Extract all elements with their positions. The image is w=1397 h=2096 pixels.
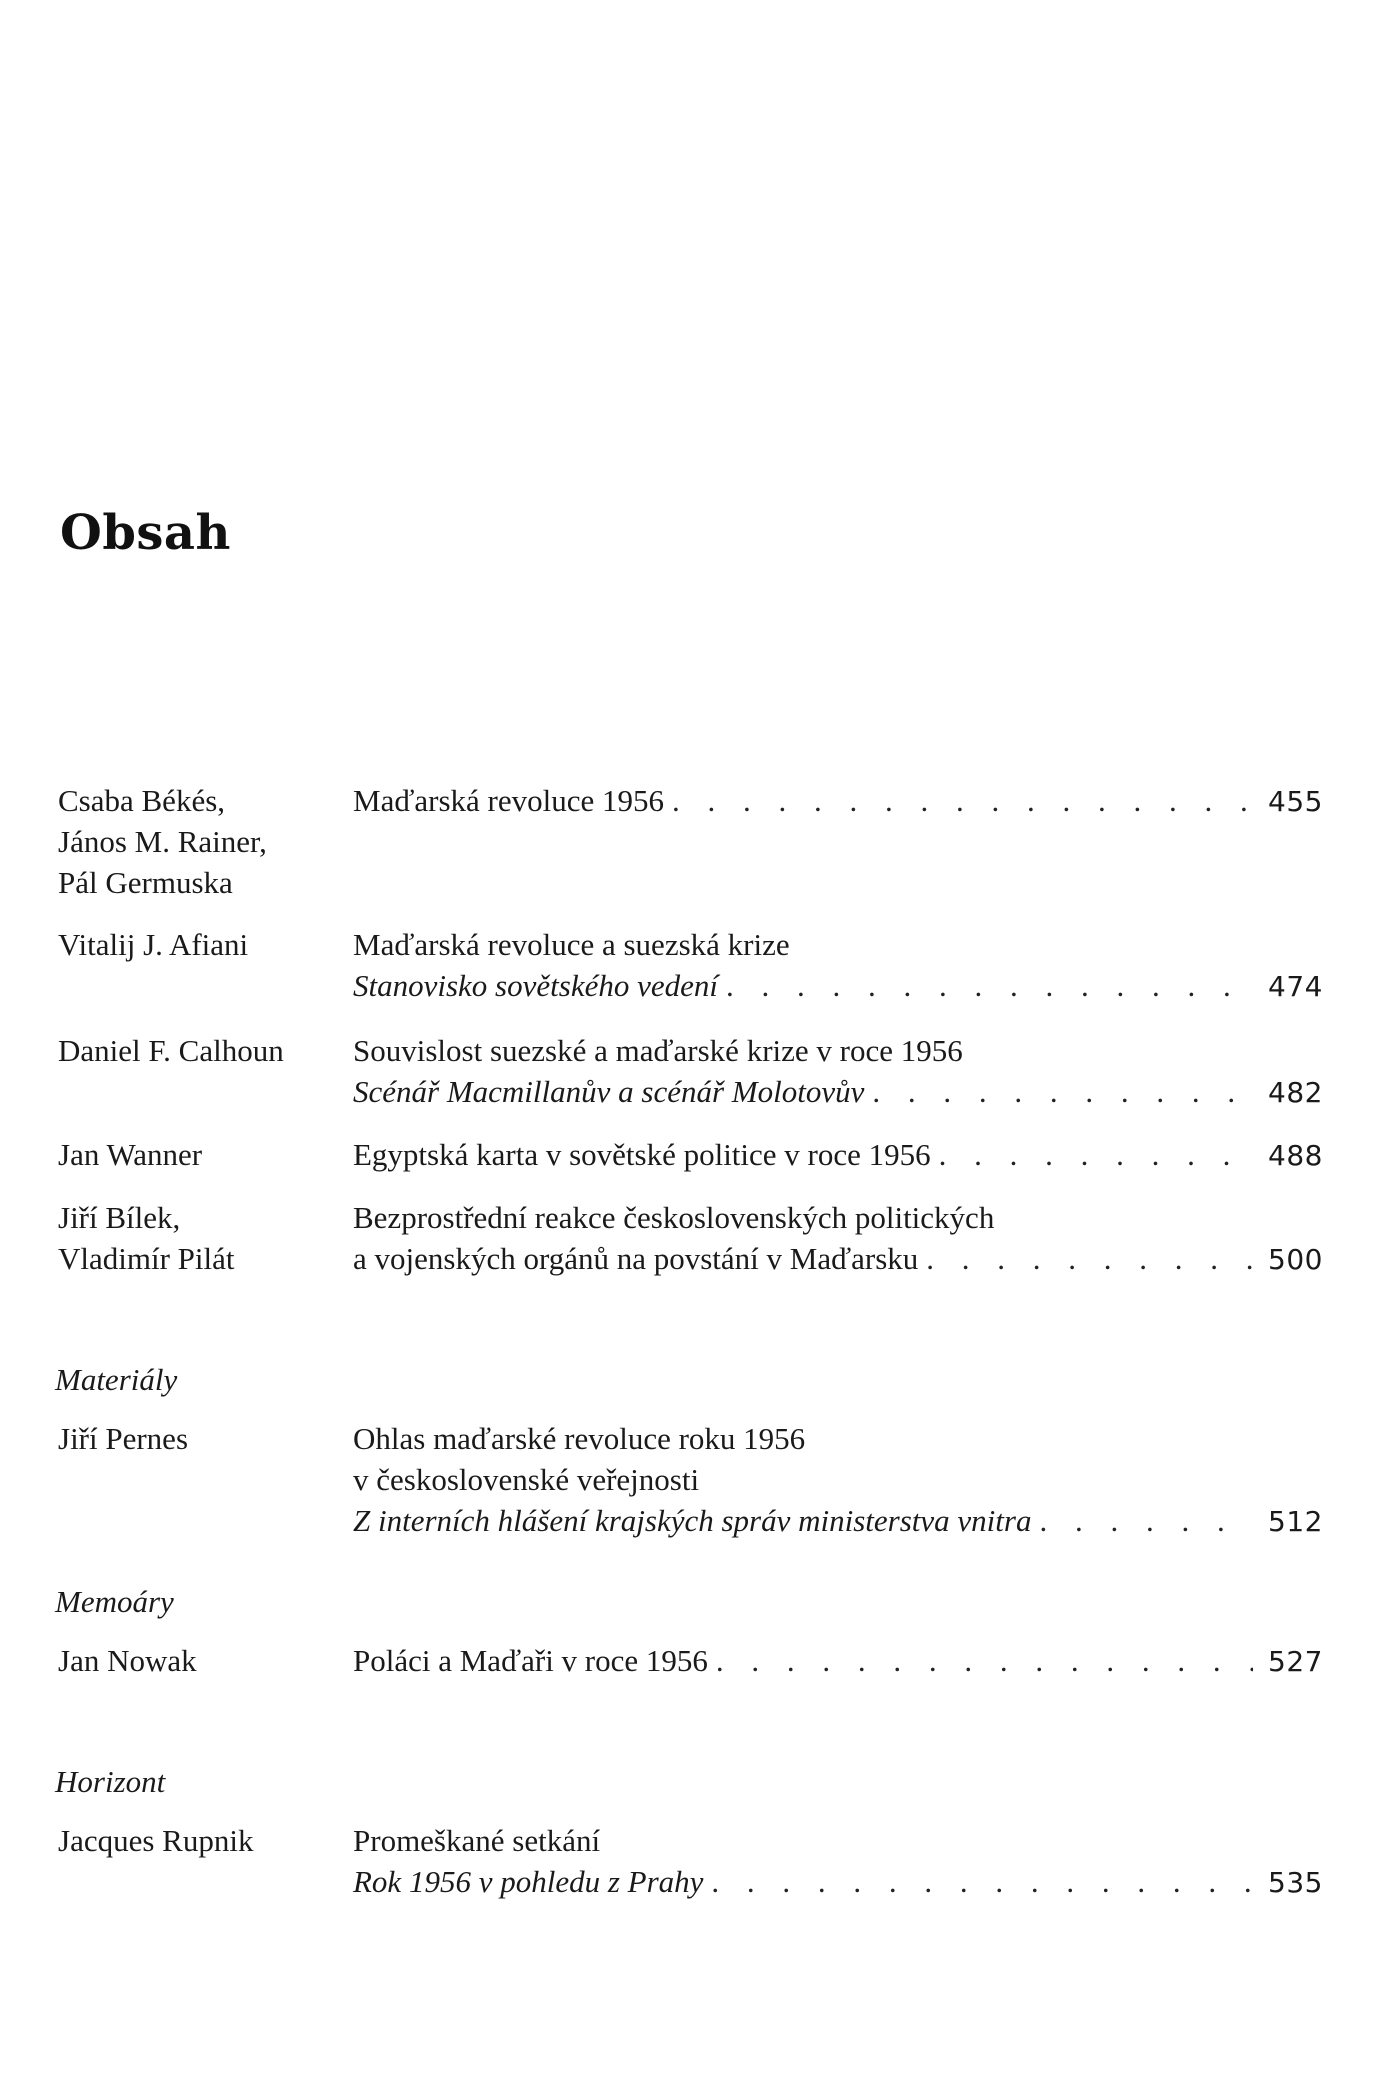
entry-authors <box>58 780 348 903</box>
entry-authors <box>58 1030 348 1071</box>
entry-authors <box>58 1197 348 1279</box>
entry-title: Souvislost suezské a maďarské krize v roce 1956 <box>353 1033 963 1068</box>
entry-title: Bezprostřední reakce československých politických <box>353 1200 995 1235</box>
page-number: 455 <box>1268 785 1323 818</box>
entry-subtitle: Z interních hlášení krajských správ ministerstva vnitra <box>353 1503 1032 1538</box>
entry-title-line[interactable] <box>353 1640 1323 1682</box>
section-label-memoary: Memoáry <box>55 1584 174 1619</box>
page-number: 527 <box>1268 1645 1323 1678</box>
entry-title: Maďarská revoluce a suezská krize <box>353 927 790 962</box>
entry-subtitle-line[interactable] <box>353 965 1323 1007</box>
entry-title-block <box>353 1640 1323 1682</box>
entry-title-line[interactable] <box>353 1238 1323 1280</box>
entry-title-line[interactable] <box>353 780 1323 822</box>
author-name: Vladimír Pilát <box>58 1241 235 1276</box>
author-name: Daniel F. Calhoun <box>58 1033 284 1068</box>
dot-leader <box>939 1134 1253 1175</box>
author-name: Jiří Pernes <box>58 1421 189 1456</box>
dot-leader <box>716 1640 1253 1681</box>
entry-authors <box>58 1134 348 1175</box>
entry-title: Promeškané setkání <box>353 1823 601 1858</box>
entry-subtitle-line[interactable] <box>353 1500 1323 1542</box>
entry-title: Poláci a Maďaři v roce 1956 <box>353 1643 708 1678</box>
page-number: 488 <box>1268 1139 1323 1172</box>
author-name: Jan Nowak <box>58 1643 197 1678</box>
author-name: Csaba Békés, <box>58 783 226 818</box>
page-number: 512 <box>1268 1505 1323 1538</box>
entry-authors <box>58 1418 348 1459</box>
page-title: Obsah <box>60 505 231 561</box>
page-number: 474 <box>1268 970 1323 1003</box>
entry-title-block <box>353 1134 1323 1176</box>
section-label-materialy: Materiály <box>55 1362 178 1397</box>
entry-title-block <box>353 1418 1323 1542</box>
entry-authors <box>58 1820 348 1861</box>
author-name: Vitalij J. Afiani <box>58 927 249 962</box>
entry-subtitle: Stanovisko sovětského vedení <box>353 968 718 1003</box>
dot-leader <box>711 1861 1253 1902</box>
entry-title: Maďarská revoluce 1956 <box>353 783 664 818</box>
entry-subtitle: Scénář Macmillanův a scénář Molotovův <box>353 1074 865 1109</box>
entry-authors <box>58 924 348 965</box>
page-number: 535 <box>1268 1866 1323 1899</box>
section-label-horizont: Horizont <box>55 1764 166 1799</box>
dot-leader <box>1039 1500 1253 1541</box>
entry-title-block <box>353 780 1323 822</box>
author-name: János M. Rainer, <box>58 824 267 859</box>
entry-authors <box>58 1640 348 1681</box>
entry-title-continued: v československé veřejnosti <box>353 1462 700 1497</box>
entry-title-block <box>353 1030 1323 1113</box>
page-number: 482 <box>1268 1076 1323 1109</box>
dot-leader <box>872 1071 1253 1112</box>
author-name: Jacques Rupnik <box>58 1823 254 1858</box>
dot-leader <box>926 1238 1253 1279</box>
author-name: Jiří Bílek, <box>58 1200 181 1235</box>
author-name: Pál Germuska <box>58 865 233 900</box>
entry-title-block <box>353 1820 1323 1903</box>
entry-subtitle-line[interactable] <box>353 1071 1323 1113</box>
entry-subtitle: Rok 1956 v pohledu z Prahy <box>353 1864 704 1899</box>
entry-title-block <box>353 924 1323 1007</box>
entry-title-continued: a vojenských orgánů na povstání v Maďarsku <box>353 1241 919 1276</box>
author-name: Jan Wanner <box>58 1137 203 1172</box>
entry-title-block <box>353 1197 1323 1280</box>
dot-leader <box>672 780 1253 821</box>
page-number: 500 <box>1268 1243 1323 1276</box>
entry-subtitle-line[interactable] <box>353 1861 1323 1903</box>
dot-leader <box>726 965 1253 1006</box>
entry-title: Ohlas maďarské revoluce roku 1956 <box>353 1421 806 1456</box>
entry-title-line[interactable] <box>353 1134 1323 1176</box>
entry-title: Egyptská karta v sovětské politice v roce 1956 <box>353 1137 931 1172</box>
